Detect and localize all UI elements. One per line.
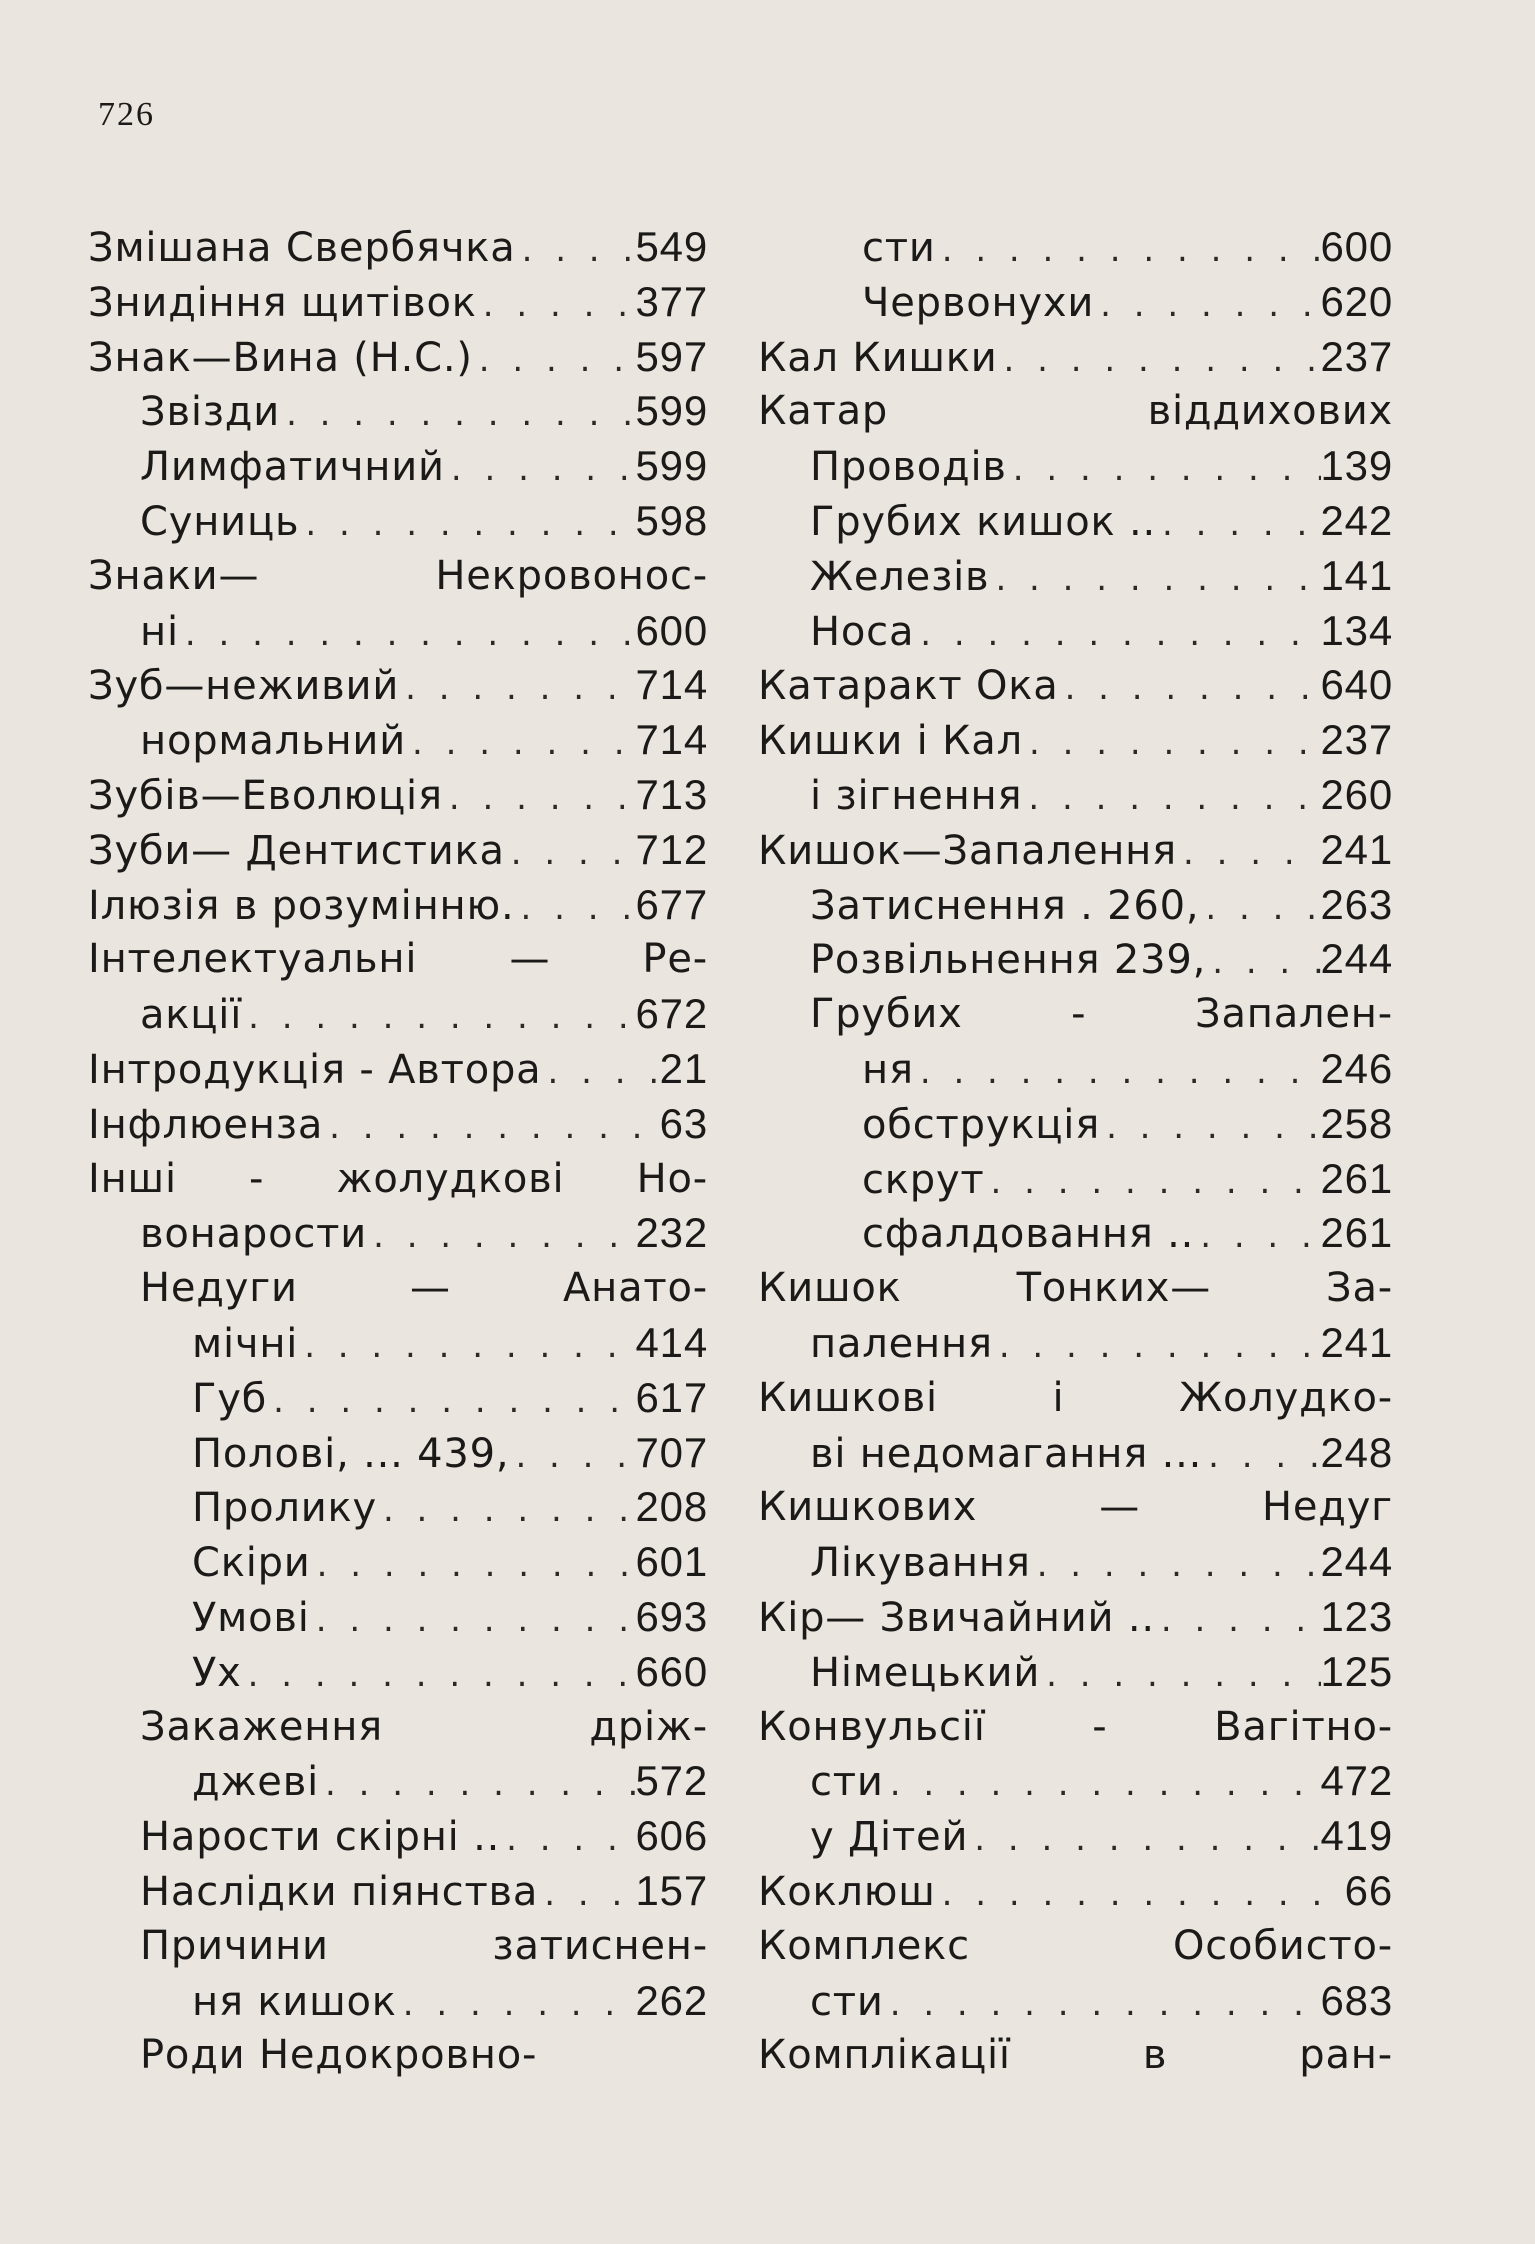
index-entry (758, 823, 1393, 878)
dot-leader (1202, 1429, 1320, 1484)
index-entry-term: Нарости скірні .. (140, 1814, 501, 1861)
index-entry (88, 1754, 708, 1809)
dot-leader (985, 1155, 1321, 1210)
dot-leader (1007, 442, 1321, 497)
index-entry (758, 658, 1393, 713)
index-entry-page: 600 (1320, 223, 1393, 270)
dot-leader (280, 387, 635, 442)
index-entry-term: мічні (192, 1320, 299, 1367)
index-entry-term: Грубих - Запален- (810, 991, 1393, 1038)
dot-leader (914, 607, 1320, 662)
dot-leader (884, 1757, 1321, 1812)
dot-leader (541, 1045, 659, 1100)
index-entry-term: і зігнення (810, 772, 1023, 819)
index-entry (88, 1700, 708, 1755)
index-entry-page: 377 (635, 277, 708, 325)
index-entry-page: 261 (1320, 1154, 1393, 1202)
dot-leader (884, 1977, 1321, 2032)
index-entry-term: Проводів (810, 444, 1007, 491)
index-entry-page: 683 (1320, 1976, 1393, 2024)
index-entry-term: скрут (862, 1156, 985, 1203)
index-entry-term: Катаракт Ока (758, 663, 1059, 710)
index-entry-page: 600 (635, 606, 708, 654)
index-entry-term: Лікування (810, 1540, 1031, 1587)
dot-leader (989, 552, 1320, 607)
index-entry-page: 714 (635, 661, 708, 709)
index-entry-term: палення (810, 1320, 993, 1367)
dot-leader (500, 1812, 635, 1867)
dot-leader (473, 333, 636, 388)
index-entry (758, 878, 1393, 933)
index-entry (758, 1206, 1393, 1261)
index-entry-term: Лимфатичний (140, 444, 445, 491)
index-entry (88, 932, 708, 987)
index-entry-term: Закаження дріж- (140, 1703, 708, 1750)
index-entry-term: Катар віддихових (758, 388, 1393, 435)
index-entry-page: 599 (635, 387, 708, 435)
dot-leader (1023, 716, 1321, 771)
index-entry-term: ві недомагання ... (810, 1430, 1203, 1477)
index-entry (758, 1316, 1393, 1371)
index-entry (88, 768, 708, 823)
index-entry-term: Комплікації в ран- (758, 2032, 1393, 2079)
index-entry (758, 1590, 1393, 1645)
index-entry-term: Комплекс Особисто- (758, 1922, 1393, 1969)
index-entry (758, 713, 1393, 768)
index-entry-page: 572 (635, 1757, 708, 1805)
index-entry (88, 1371, 708, 1426)
index-entry-term: Кишкові і Жолудко- (758, 1374, 1393, 1421)
index-entry-page: 712 (635, 825, 708, 873)
index-entry (758, 1919, 1393, 1974)
dot-leader (1194, 1209, 1320, 1264)
index-entry-page: 677 (635, 880, 708, 928)
index-entry-page: 21 (659, 1044, 708, 1092)
index-entry-term: Зубів—Еволюція (88, 772, 443, 819)
index-entry (88, 1316, 708, 1371)
index-entry (758, 987, 1393, 1042)
dot-leader (1199, 881, 1320, 936)
index-entry-page: 139 (1320, 442, 1393, 490)
index-entry-page: 134 (1320, 606, 1393, 654)
index-entry-term: Коклюш (758, 1868, 936, 1915)
index-entry (758, 1645, 1393, 1700)
index-entry-page: 598 (635, 496, 708, 544)
page-number: 726 (98, 96, 155, 133)
index-entry-term: Кал Кишки (758, 334, 998, 381)
index-entry-term: Звізди (140, 389, 281, 436)
index-entry-term: обструкція (862, 1101, 1101, 1148)
index-entry (758, 275, 1393, 330)
dot-leader (509, 1429, 635, 1484)
index-entry (88, 494, 708, 549)
index-entry-term: Затиснення . 260, (810, 882, 1200, 929)
index-entry-term: Ух (192, 1649, 242, 1696)
index-entry (758, 1480, 1393, 1535)
dot-leader (538, 1867, 635, 1922)
index-entry-page: 414 (635, 1318, 708, 1366)
index-entry (88, 823, 708, 878)
dot-leader (267, 1374, 635, 1429)
index-entry-term: Зуб—неживий (88, 663, 400, 710)
index-entry-term: акції (140, 992, 243, 1039)
index-entry-page: 237 (1320, 332, 1393, 380)
dot-leader (998, 333, 1321, 388)
index-entry (758, 1371, 1393, 1426)
index-entry (758, 439, 1393, 494)
index-entry-page: 597 (635, 332, 708, 380)
index-entry-term: Грубих кишок .. (810, 498, 1157, 545)
index-entry (758, 220, 1393, 275)
index-entry-term: сти (810, 1759, 884, 1806)
index-entry (88, 1919, 708, 1974)
index-entry-page: 258 (1320, 1099, 1393, 1147)
index-entry (88, 1206, 708, 1261)
index-entry-page: 237 (1320, 716, 1393, 764)
index-entry-term: Кір— Звичайний .. (758, 1594, 1155, 1641)
dot-leader (399, 661, 635, 716)
dot-leader (936, 1867, 1345, 1922)
index-entry (758, 549, 1393, 604)
index-entry-page: 244 (1320, 935, 1393, 983)
index-entry-term: Змішана Свербячка (88, 225, 516, 271)
dot-leader (367, 1209, 635, 1264)
dot-leader (1155, 1593, 1321, 1648)
index-entry (758, 1535, 1393, 1590)
index-entry-page: 244 (1320, 1538, 1393, 1586)
index-entry (88, 384, 708, 439)
dot-leader (397, 1977, 636, 2032)
index-entry (88, 220, 708, 275)
index-entry-page: 263 (1320, 880, 1393, 928)
index-entry-term: Розвільнення 239, (810, 937, 1207, 984)
index-entry (758, 1042, 1393, 1097)
index-entry (758, 1974, 1393, 2029)
index-entry (88, 1645, 708, 1700)
index-entry-page: 246 (1320, 1044, 1393, 1092)
index-entry (88, 549, 708, 604)
index-entry-page: 125 (1320, 1647, 1393, 1695)
index-entry (88, 1042, 708, 1097)
index-entry (88, 1809, 708, 1864)
index-entry-page: 472 (1320, 1757, 1393, 1805)
index-entry-term: Конвульсії - Вагітно- (758, 1703, 1393, 1750)
index-entry-term: Кишок—Запалення (758, 827, 1177, 874)
index-entry (88, 439, 708, 494)
dot-leader (1059, 661, 1321, 716)
index-entry (88, 275, 708, 330)
dot-leader (516, 223, 636, 278)
dot-leader (914, 1045, 1321, 1100)
index-entry-term: Ілюзія в розумінню. (88, 882, 515, 929)
index-entry (88, 1864, 708, 1919)
index-entry-page: 713 (635, 770, 708, 818)
dot-leader (993, 1319, 1321, 1374)
index-entry (758, 932, 1393, 987)
index-entry (88, 878, 708, 933)
index-entry-page: 242 (1320, 496, 1393, 544)
index-entry-page: 241 (1320, 825, 1393, 873)
index-entry-term: Знидіння щитівок (88, 279, 477, 326)
dot-leader (1031, 1538, 1321, 1593)
index-entry-page: 599 (635, 442, 708, 490)
dot-leader (443, 771, 636, 826)
index-entry-term: Зуби— Дентистика (88, 827, 505, 874)
index-entry-term: Кишки і Кал (758, 718, 1023, 765)
index-entry-term: ні (140, 608, 179, 655)
index-entry (88, 330, 708, 385)
index-entry-page: 714 (635, 716, 708, 764)
index-entry (758, 2028, 1393, 2083)
index-entry-page: 141 (1320, 551, 1393, 599)
index-entry (758, 1864, 1393, 1919)
index-entry-term: ня кишок (192, 1978, 397, 2025)
index-entry (758, 384, 1393, 439)
index-entry-page: 63 (659, 1099, 708, 1147)
index-entry-term: Знак—Вина (Н.С.) (88, 334, 473, 381)
dot-leader (514, 881, 635, 936)
index-column-left (88, 220, 708, 2083)
index-entry-page: 208 (635, 1483, 708, 1531)
index-entry-term: Умові (192, 1594, 310, 1641)
dot-leader (1022, 771, 1320, 826)
index-entry (758, 330, 1393, 385)
index-entry-page: 123 (1320, 1592, 1393, 1640)
index-entry (88, 2028, 708, 2083)
index-entry-term: Інфлюенза (88, 1101, 324, 1148)
index-entry-term: у Дітей (810, 1814, 969, 1861)
index-entry-page: 232 (635, 1209, 708, 1257)
index-entry-page: 660 (635, 1647, 708, 1695)
index-entry-term: сти (810, 1978, 884, 2025)
index-entry-term: нормальний (140, 718, 406, 765)
index-entry-page: 707 (635, 1428, 708, 1476)
index-entry-page: 672 (635, 990, 708, 1038)
dot-leader (505, 826, 636, 881)
index-entry-page: 693 (635, 1592, 708, 1640)
index-entry (88, 1590, 708, 1645)
index-column-right (758, 220, 1393, 2083)
index-entry (758, 494, 1393, 549)
dot-leader (1156, 497, 1320, 552)
index-entry (758, 1809, 1393, 1864)
index-entry-term: Железів (810, 553, 990, 600)
index-entry (88, 1480, 708, 1535)
index-entry (88, 713, 708, 768)
index-entry (758, 1097, 1393, 1152)
dot-leader (242, 1648, 636, 1703)
index-entry-term: Роди Недокровно- (140, 2032, 538, 2079)
index-entry-term: сти (862, 225, 936, 271)
index-entry (88, 604, 708, 659)
index-entry-term: Інтелектуальні — Ре- (88, 936, 708, 983)
dot-leader (323, 1100, 660, 1155)
index-entry-page: 640 (1320, 661, 1393, 709)
index-entry-page: 66 (1344, 1866, 1393, 1914)
index-entry-term: ня (862, 1046, 914, 1093)
index-entry-term: Знаки— Некровонос- (88, 552, 708, 599)
index-entry-page: 617 (635, 1373, 708, 1421)
index-entry-page: 419 (1320, 1812, 1393, 1860)
dot-leader (1100, 1100, 1320, 1155)
dot-leader (377, 1483, 636, 1538)
dot-leader (1177, 826, 1321, 881)
index-entry (758, 1261, 1393, 1316)
index-entry-page: 248 (1320, 1428, 1393, 1476)
index-entry-page: 606 (635, 1812, 708, 1860)
index-entry (758, 1754, 1393, 1809)
index-entry (758, 768, 1393, 823)
dot-leader (311, 1538, 636, 1593)
index-entry (88, 1261, 708, 1316)
index-entry-page: 262 (635, 1976, 708, 2024)
dot-leader (1206, 935, 1320, 990)
index-entry (88, 1152, 708, 1207)
index-entry (88, 987, 708, 1042)
index-entry-term: Інтродукція - Автора (88, 1046, 542, 1093)
index-entry (88, 658, 708, 713)
index-entry-term: вонарости (140, 1211, 368, 1258)
index-entry-page: 261 (1320, 1209, 1393, 1257)
dot-leader (1094, 278, 1320, 333)
index-entry-term: сфалдовання .. (862, 1211, 1195, 1258)
dot-leader (968, 1812, 1320, 1867)
index-entry-term: Недуги — Анато- (140, 1265, 708, 1312)
dot-leader (299, 497, 635, 552)
index-entry-term: Губ (192, 1375, 268, 1422)
index-entry-term: Червонухи (862, 279, 1095, 326)
index-entry-term: джеві (192, 1759, 319, 1806)
dot-leader (298, 1319, 635, 1374)
index-entry-page: 157 (635, 1866, 708, 1914)
index-entry-page: 260 (1320, 770, 1393, 818)
dot-leader (936, 223, 1321, 278)
dot-leader (1040, 1648, 1320, 1703)
index-entry-term: Наслідки піянства (140, 1868, 539, 1915)
dot-leader (319, 1757, 636, 1812)
index-entry (88, 1097, 708, 1152)
dot-leader (406, 716, 636, 771)
index-entry (758, 604, 1393, 659)
index-entry-term: Причини затиснен- (140, 1922, 708, 1969)
index-entry (88, 1535, 708, 1590)
index-entry-page: 241 (1320, 1318, 1393, 1366)
index-entry-term: Суниць (140, 498, 300, 545)
dot-leader (310, 1593, 636, 1648)
index-entry-term: Полові, ... 439, (192, 1430, 510, 1477)
index-entry-term: Кишок Тонких— За- (758, 1265, 1393, 1312)
index-entry-page: 549 (635, 223, 708, 270)
index-entry (758, 1152, 1393, 1207)
index-entry-term: Кишкових — Недуг (758, 1484, 1393, 1531)
index-entry-term: Носа (810, 608, 915, 655)
index-entry (88, 1974, 708, 2029)
index-entry (758, 1700, 1393, 1755)
index-entry (758, 1426, 1393, 1481)
index-entry (88, 1426, 708, 1481)
index-entry-page: 601 (635, 1538, 708, 1586)
index-entry-term: Скіри (192, 1540, 311, 1587)
dot-leader (445, 442, 636, 497)
dot-leader (179, 607, 636, 662)
index-entry-page: 620 (1320, 277, 1393, 325)
index-entry-term: Інші - жолудкові Но- (88, 1155, 708, 1202)
dot-leader (477, 278, 636, 333)
dot-leader (242, 990, 635, 1045)
index-entry-term: Пролику (192, 1485, 377, 1532)
index-entry-term: Німецький (810, 1649, 1041, 1696)
